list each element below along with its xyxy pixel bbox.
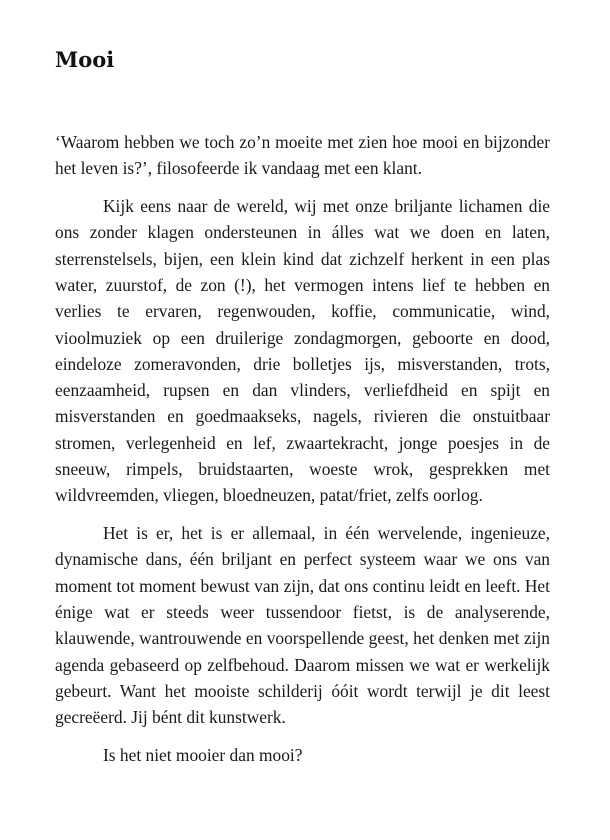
- paragraph-intro: ‘Waarom hebben we toch zo’n moeite met zien hoe mooi en bijzonder het leven is?’, filosofeerde ik vandaag met een klant.: [55, 132, 550, 179]
- paragraph-world: Kijk eens naar de wereld, wij met onze briljante lichamen die ons zonder klagen ondersteunen in álles wat we doen en laten, sterrenstelsels, bijen, een klein kind dat zichzelf herkent in een plas water, zuurstof, de zon (!), het vermogen intens lief te hebben en verlies te ervaren, regenwouden, koffie, communicatie, wind, vioolmuziek op een druilerige zondagmorgen, geboorte en dood, eindeloze zomeravonden, drie bolletjes ijs, misverstanden, trots, eenzaamheid, rupsen en dan vlinders, verliefdheid en spijt en misverstanden en goedmaakseks, nagels, rivieren die onstuitbaar stromen, verlegenheid en lef, zwaartekracht, jonge poesjes in de sneeuw, rimpels, bruidstaarten, woeste wrok, gesprekken met wildvreemden, vliegen, bloedneuzen, patat/friet, zelfs oorlog.: [55, 196, 550, 506]
- paragraph-closing: Is het niet mooier dan mooi?: [103, 745, 303, 766]
- document-body: [55, 129, 550, 780]
- document-title: Mooi: [55, 47, 115, 72]
- paragraph-dance: Het is er, het is er allemaal, in één wervelende, ingenieuze, dynamische dans, één briljant en perfect systeem waar we ons van moment tot moment bewust van zijn, dat ons continu leidt en leeft. Het énige wat er steeds weer tussendoor fietst, is de analyserende, klauwende, wantrouwende en voorspellende geest, het denken met zijn agenda gebaseerd op zelfbehoud. Daarom missen we wat er werkelijk gebeurt. Want het mooiste schilderij óóit wordt terwijl je dit leest gecreëerd. Jij bént dit kunstwerk.: [55, 523, 550, 728]
